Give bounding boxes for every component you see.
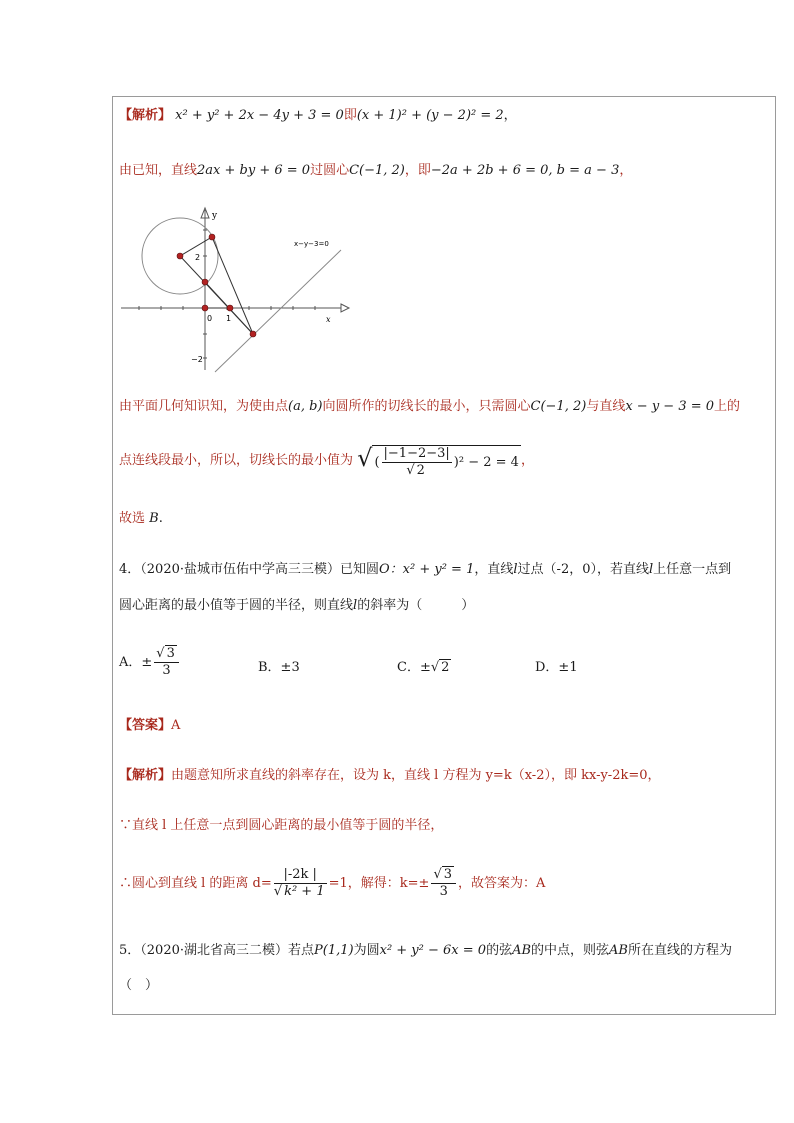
choice-b[interactable]: B．±3 <box>258 660 300 675</box>
line-equation: x − y − 3 = 0 <box>625 399 715 414</box>
line-x-y-3 <box>215 250 341 372</box>
point-ab: (a, b) <box>288 399 323 414</box>
equation-general: x² + y² + 2x − 4y + 3 = 0 <box>175 108 344 123</box>
chosen-option: B <box>149 511 159 526</box>
tick-neg2: −2 <box>191 355 203 364</box>
choice-d[interactable]: D．±1 <box>535 660 578 675</box>
text: 若点 <box>288 943 315 958</box>
point-center <box>177 253 183 259</box>
text: 上的 <box>714 399 741 414</box>
choice-c-radicand: 2 <box>441 660 450 675</box>
text: 为圆 <box>353 943 380 958</box>
text: 所在直线的方程为 <box>628 943 733 958</box>
relation-equation: −2a + 2b + 6 = 0, b = a − 3 <box>430 163 620 178</box>
point-x1 <box>227 305 233 311</box>
question-4-line-2 <box>119 596 474 616</box>
choice-a-den: 3 <box>162 663 171 678</box>
text: ，故答案为：A <box>458 876 546 891</box>
chord-ab: AB <box>609 943 628 958</box>
choice-a-label: A．± <box>119 655 153 670</box>
text: 由平面几何知识知，为使由点 <box>119 399 289 414</box>
frac-den: k² + 1 <box>284 884 325 899</box>
analysis-line-5 <box>119 509 163 529</box>
choice-a[interactable] <box>119 646 181 679</box>
text: 与直线 <box>586 399 626 414</box>
distance-fraction: $\frac{|-1-2-3|}{√ 2}$ <box>383 446 450 478</box>
line-symbol: l <box>513 562 518 577</box>
x-axis-arrow <box>341 304 349 312</box>
question-source: （2020·盐城市伍佑中学高三三模） <box>140 562 340 577</box>
center-point: C(−1, 2) <box>530 399 587 414</box>
answer-label: 【答案】 <box>119 718 172 733</box>
punct: ， <box>503 108 517 123</box>
center-point: C(−1, 2) <box>349 163 405 178</box>
analysis-label: 【解析】 <box>119 108 172 123</box>
question-number: 4． <box>119 562 141 577</box>
text: 的斜率为（ ） <box>357 598 475 613</box>
point-p: P(1,1) <box>314 943 354 958</box>
point-origin <box>202 305 208 311</box>
line-equation: 2ax + by + 6 = 0 <box>197 163 311 178</box>
answer-value: A <box>171 718 181 733</box>
frac-num: |-2k | <box>274 867 327 884</box>
text: 由已知，直线 <box>119 163 198 178</box>
chord-ab: AB <box>512 943 532 958</box>
slope-num: 3 <box>443 867 453 882</box>
punct: ， <box>520 453 534 468</box>
text: 的中点，则弦 <box>531 943 610 958</box>
y-label: y <box>212 211 218 221</box>
distance-fraction: $\frac{|-2k |}{\text{√ k² + 1}}$ <box>273 867 325 899</box>
line-label: x−y−3=0 <box>294 240 329 248</box>
choice-c[interactable]: C．±√ 2 <box>397 660 450 675</box>
point-y-intercept <box>202 279 208 285</box>
slope-den: 3 <box>439 884 448 899</box>
x-label: x <box>326 315 331 324</box>
question-4-line-1 <box>119 560 731 580</box>
choice-c-label: C．± <box>397 660 431 675</box>
question-5-line-2: （ ） <box>119 978 159 993</box>
line-symbol: l <box>353 598 358 613</box>
text: 向圆所作的切线长的最小，只需圆心 <box>322 399 531 414</box>
text: 的弦 <box>486 943 513 958</box>
analysis2-line-2 <box>119 816 443 836</box>
choice-a-fraction: $\frac{√ 3}{3}$ <box>154 646 179 679</box>
tangent-segments <box>180 237 253 334</box>
line-symbol: l <box>648 562 654 577</box>
analysis2-line-3 <box>119 864 545 904</box>
analysis-label: 【解析】 <box>119 768 172 783</box>
tick-2: 2 <box>195 253 201 262</box>
text: ，直线 <box>474 562 514 577</box>
connector-text: 即 <box>343 108 357 123</box>
answer-line <box>119 716 180 736</box>
point-tangent <box>209 234 215 240</box>
text: 过圆心 <box>310 163 350 178</box>
punct: . <box>158 511 163 526</box>
analysis-line-4 <box>119 441 534 480</box>
point-foot <box>250 331 256 337</box>
question-5-line-1 <box>119 941 732 961</box>
analysis-line-1 <box>119 106 517 126</box>
text: 故选 <box>119 511 146 526</box>
text: 上任意一点到 <box>653 562 732 577</box>
geometry-diagram <box>119 200 351 374</box>
slope-fraction: $\frac{√ 3}{3}$ <box>431 867 456 900</box>
question-number: 5． <box>119 943 141 958</box>
circle-equation: x² + y² − 6x = 0 <box>379 943 487 958</box>
choice-a-num: 3 <box>166 646 175 661</box>
text: ∴圆心到直线 l 的距离 d= <box>119 876 272 891</box>
text: ，即 <box>404 163 431 178</box>
tick-1: 1 <box>226 314 232 323</box>
analysis-line-3 <box>119 397 740 417</box>
text: 过点（-2，0），若直线 <box>517 562 649 577</box>
equation-standard: (x + 1)² + (y − 2)² = 2 <box>356 108 504 123</box>
sqrt-expression: √ ( $\frac{|-1-2-3|}{√ 2}$ )² − 2 = 4 <box>357 444 519 478</box>
analysis2-line-1 <box>119 766 661 786</box>
frac-num: |−1−2−3| <box>383 446 450 461</box>
punct: ， <box>619 163 633 178</box>
analysis-line-2 <box>119 161 632 181</box>
text: 点连线段最小，所以，切线长的最小值为 <box>119 453 354 468</box>
text: 圆心距离的最小值等于圆的半径，则直线 <box>119 598 354 613</box>
tail: )² − 2 = 4 <box>453 455 519 470</box>
text: 已知圆 <box>340 562 380 577</box>
text: =1，解得：k=± <box>328 876 430 891</box>
frac-den: 2 <box>416 463 425 478</box>
circle-equation: O：x² + y² = 1 <box>379 562 475 577</box>
tick-0: 0 <box>207 314 213 323</box>
points <box>177 234 256 337</box>
text: 由题意知所求直线的斜率存在，设为 k，直线 l 方程为 y=k（x-2），即 kx-y-2k=0， <box>171 768 661 783</box>
text: ∵直线 l 上任意一点到圆心距离的最小值等于圆的半径， <box>119 818 444 833</box>
question-source: （2020·湖北省高三二模） <box>140 943 288 958</box>
